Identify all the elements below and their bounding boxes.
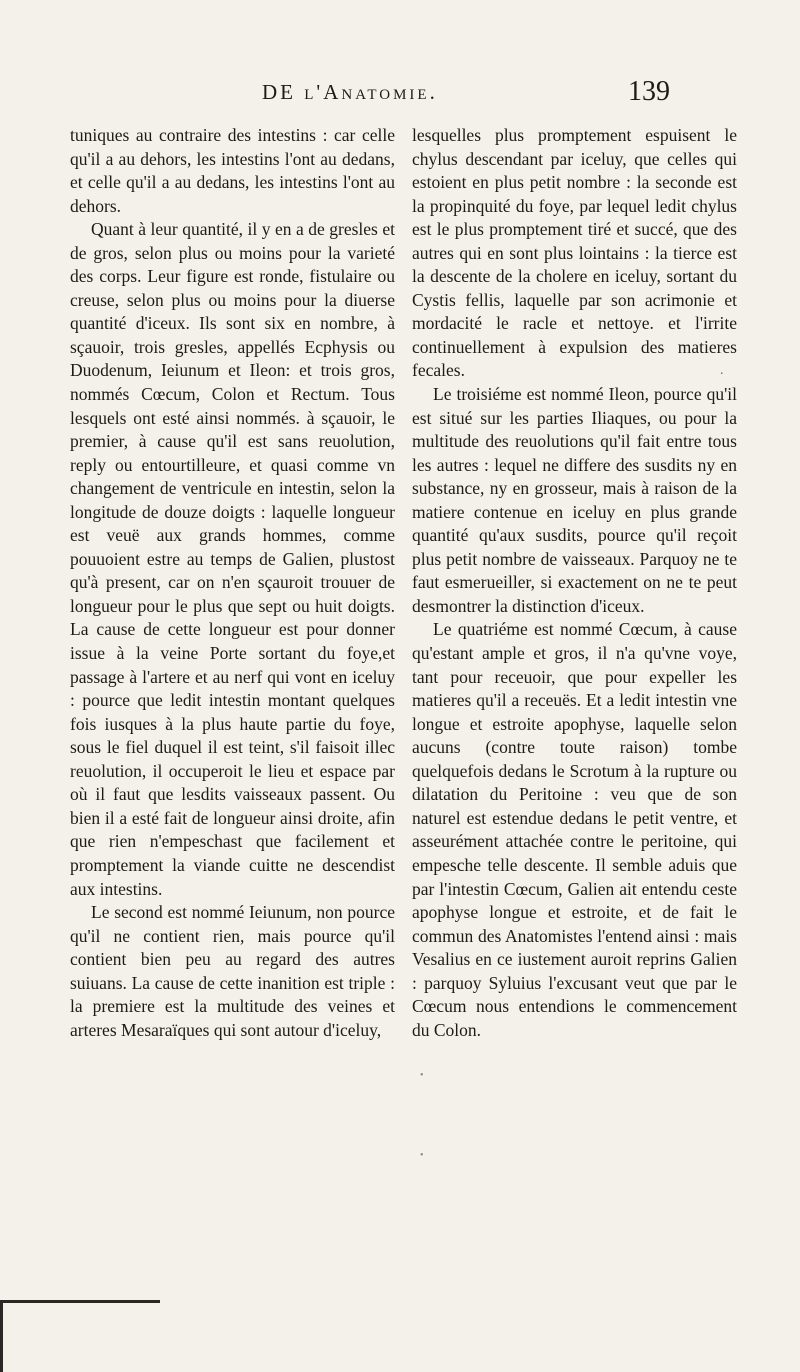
ink-speck: • (420, 1150, 424, 1161)
page-edge-rule (0, 1300, 160, 1303)
paragraph: tuniques au contraire des intestins : car celle qu'il a au dehors, les intestins l'ont au dedans, et celle qu'il a au dedans, les intestins l'ont au dehors. (70, 125, 395, 216)
left-column (70, 124, 395, 1042)
margin-mark: . (720, 363, 724, 378)
running-title-prefix: DE (262, 80, 305, 104)
right-column (412, 124, 737, 1042)
running-title-main: l'Anatomie. (304, 80, 438, 104)
paragraph: lesquelles plus promptement espuisent le chylus descendant par iceluy, que celles qui estoient en plus petit nombre : la seconde est la propinquité du foye, par lequel ledit chylus est le plus promptement tiré et succé, que des autres qui en sont plus lointains : la tierce est la descente de la cholere en iceluy, sortant du Cystis fellis, laquelle par son acrimonie et mordacité le racle et nettoye. et l'irrite continuellement à expulsion des matieres fecales. (412, 125, 737, 381)
page-number: 139 (628, 76, 670, 107)
running-title (262, 80, 438, 105)
page-edge-shadow (0, 1300, 3, 1372)
paragraph: Quant à leur quantité, il y en a de gresles et de gros, selon plus ou moins pour la varieté des corps. Leur figure est ronde, fistulaire ou creuse, selon plus ou moins pour la diuerse quantité d'iceux. Ils sont six en nombre, à sçauoir, trois gresles, appellés Ecphysis ou Duodenum, Ieiunum et Ileon: et trois gros, nommés Cœcum, Colon et Rectum. Tous lesquels ont esté ainsi nommés. à sçauoir, le premier, à cause qu'il est sans reuolution, reply ou entourtilleure, et quasi comme vn changement de ventricule en intestin, selon la longitude de douze doigts : laquelle longueur est veuë aux grands hommes, comme pouuoient estre au temps de Galien, plustost qu'à present, car on n'en sçauroit trouuer de longueur pour le plus que sept ou huit doigts. La cause de cette longueur est pour donner issue à la veine Porte sortant du foye,et passage à l'artere et au nerf qui vont en iceluy : pource que ledit intestin montant quelques fois iusques à la plus haute partie du foye, sous le fiel duquel il est teint, s'il faisoit illec reuolution, il occuperoit le lieu et espace par où il faut que lesdits vaisseaux passent. Ou bien il a esté fait de longueur ainsi droite, afin que rien n'empeschast que facilement et promptement la viande cuitte ne descendist aux intestins. (70, 219, 395, 899)
paragraph: Le quatriéme est nommé Cœcum, à cause qu'estant ample et gros, il n'a qu'vne voye, tant pour receuoir, que pour expeller les matieres qu'il a receuës. Et a ledit intestin vne longue et estroite apophyse, laquelle selon aucuns (contre toute raison) tombe quelquefois dedans le Scrotum à la rupture ou dilatation du Peritoine : veu que de son naturel est estendue dedans le petit ventre, et asseurément attachée contre le peritoine, qui empesche telle descente. Il semble aduis que par l'intestin Cœcum, Galien ait entendu ceste apophyse longue et estroite, et de fait le commun des Anatomistes l'entend ainsi : mais Vesalius en ce iustement auroit reprins Galien : parquoy Syluius l'excusant veut que par le Cœcum nous entendions le commencement du Colon. (412, 619, 737, 1040)
paragraph: Le second est nommé Ieiunum, non pource qu'il ne contient rien, mais pource qu'il contient bien peu au regard des autres suiuans. La cause de cette inanition est triple : la premiere est la multitude des veines et arteres Mesaraïques qui sont autour d'iceluy, (70, 902, 395, 1040)
ink-speck: • (420, 1070, 424, 1081)
running-header (0, 76, 800, 120)
paragraph: Le troisiéme est nommé Ileon, pource qu'il est situé sur les parties Iliaques, ou pour la multitude des reuolutions qu'il fait entre tous les autres : lequel ne differe des susdits ny en substance, ny en grosseur, mais à raison de la matiere contenue en iceluy en plus grande quantité qu'aux susdits, pource qu'il reçoit plus petit nombre de vaisseaux. Parquoy ne te faut esmerueiller, si exactement on ne te peut desmontrer la distinction d'iceux. (412, 384, 737, 616)
